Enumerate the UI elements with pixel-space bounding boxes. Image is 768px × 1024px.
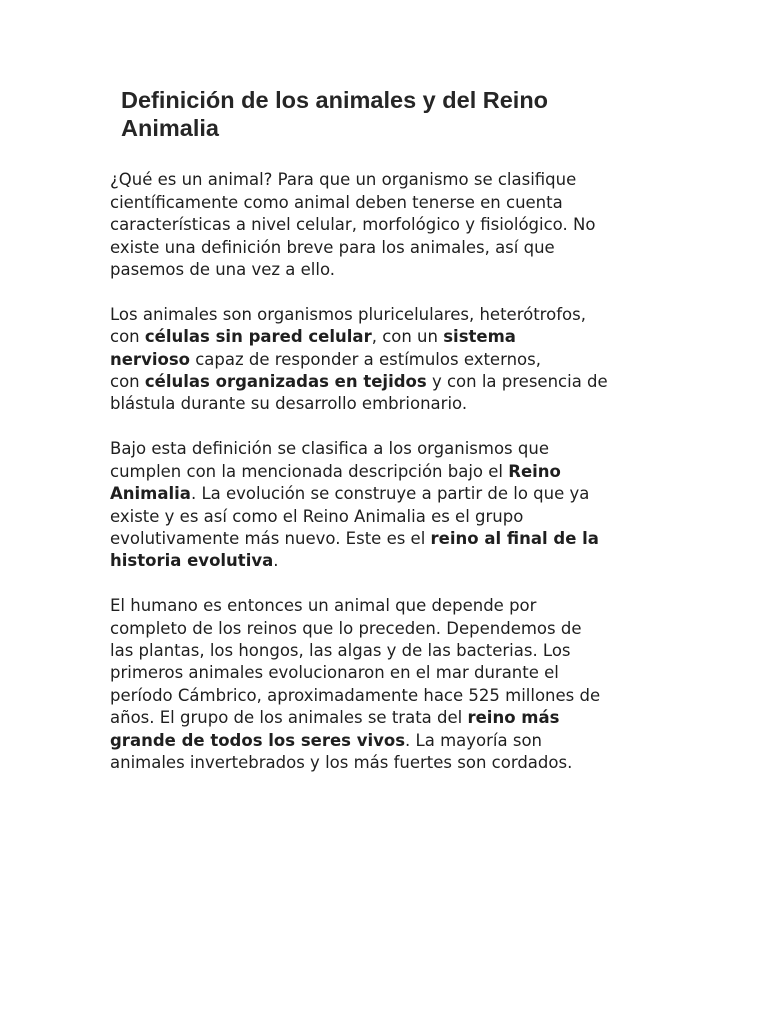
- text-run: y con la presencia de blástula durante su desarrollo embrionario.: [110, 372, 608, 414]
- text-run: .: [273, 551, 279, 571]
- bold-text-run: células sin pared celular: [144, 327, 372, 347]
- text-run: Bajo esta definición se clasifica a los organismos que cumplen con la mencionada descripción bajo el: [110, 439, 549, 481]
- text-run: ¿Qué es un animal? Para que un organismo se clasifique científicamente como animal deben tenerse en cuenta características a nivel celular, morfológico y fisiológico. No existe una definición breve para los animales, así que pasemos de una vez a ello.: [110, 170, 596, 280]
- paragraph-2: [110, 281, 670, 415]
- bold-text-run: células organizadas en tejidos: [144, 372, 427, 392]
- bold-text-run: sistema nervioso: [110, 327, 516, 369]
- paragraph-3: [110, 416, 670, 573]
- text-run: El humano es entonces un animal que depende por completo de los reinos que lo preceden. Dependemos de las plantas, los hongos, las algas y de las bacterias. Los primeros animales evolucionaron en el mar durante el período Cámbrico, aproximadamente hace 525 millones de años. El grupo de los animales se trata del: [110, 596, 601, 728]
- text-run: . La mayoría son animales invertebrados y los más fuertes son cordados.: [110, 730, 573, 772]
- bold-text-run: reino al final de la historia evolutiva: [110, 528, 599, 571]
- text-run: , con un: [371, 327, 444, 347]
- paragraph-1: [110, 147, 670, 281]
- document-body: [110, 147, 670, 774]
- bold-text-run: reino más grande de todos los seres vivos: [110, 708, 560, 750]
- text-run: capaz de responder a estímulos externos, con: [110, 349, 541, 392]
- text-run: . La evolución se construye a partir de lo que ya existe y es así como el Reino Animalia es el grupo evolutivamente más nuevo. Este es el: [110, 484, 590, 548]
- text-run: Los animales son organismos pluricelulares, heterótrofos, con: [110, 304, 586, 347]
- paragraph-4: [110, 573, 670, 775]
- bold-text-run: Reino Animalia: [110, 461, 561, 504]
- document-title: Definición de los animales y del Reino Animalia: [121, 87, 549, 141]
